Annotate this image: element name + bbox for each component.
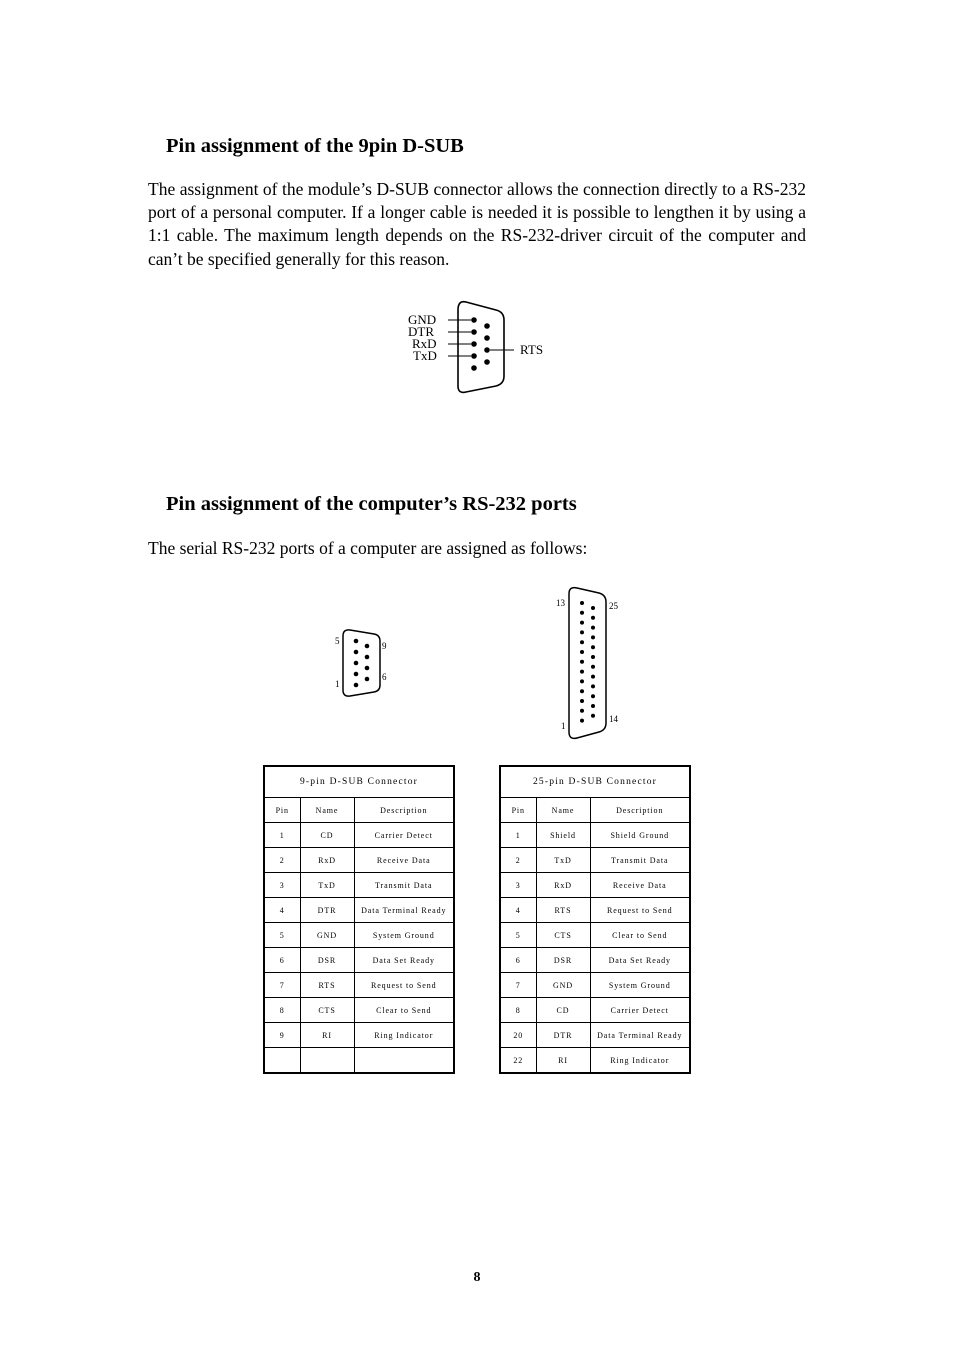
connector9-label-9: 9: [382, 641, 387, 651]
pin-dot: [591, 635, 595, 639]
column-header-pin: Pin: [500, 798, 536, 823]
cell-pin: 22: [500, 1048, 536, 1074]
pin-dot: [591, 665, 595, 669]
module-pin-label-rxd: RxD: [412, 336, 437, 351]
pin-dot: [580, 660, 584, 664]
cell-name: RxD: [300, 848, 354, 873]
pin-dot: [580, 699, 584, 703]
pin-dot: [580, 650, 584, 654]
cell-pin: 8: [500, 998, 536, 1023]
pin-dot: [591, 704, 595, 708]
cell-name: RI: [536, 1048, 590, 1074]
cell-name: DSR: [536, 948, 590, 973]
pin-dot: [591, 684, 595, 688]
cell-name: GND: [536, 973, 590, 998]
cell-description: Request to Send: [354, 973, 454, 998]
pin-dot: [580, 719, 584, 723]
cell-name: RxD: [536, 873, 590, 898]
table-row: [264, 898, 454, 923]
cell-pin: 20: [500, 1023, 536, 1048]
section-paragraph-rs232: The serial RS-232 ports of a computer are assigned as follows:: [148, 538, 588, 558]
module-dsub-pins: [471, 317, 490, 371]
pin-dot: [580, 611, 584, 615]
cell-name: DTR: [536, 1023, 590, 1048]
module-pin-label-rts: RTS: [520, 342, 544, 357]
cell-name: RTS: [300, 973, 354, 998]
module-pin-label-dtr: DTR: [408, 324, 434, 339]
table-9pin-dsub: [263, 765, 455, 1074]
table-caption: 25-pin D-SUB Connector: [500, 766, 690, 798]
cell-pin: 2: [264, 848, 300, 873]
cell-pin: 4: [264, 898, 300, 923]
cell-pin: 1: [500, 823, 536, 848]
cell-pin: 4: [500, 898, 536, 923]
cell-description: Carrier Detect: [354, 823, 454, 848]
table-row: [500, 1048, 690, 1074]
section-heading-9pin: Pin assignment of the 9pin D-SUB: [166, 135, 464, 157]
cell-pin: 7: [500, 973, 536, 998]
module-dsub-figure: [400, 298, 560, 394]
cell-description: Data Set Ready: [354, 948, 454, 973]
cell-pin: 3: [500, 873, 536, 898]
cell-name: CTS: [300, 998, 354, 1023]
pin-dot: [580, 679, 584, 683]
connector9-label-5: 5: [335, 636, 340, 646]
cell-name: DTR: [300, 898, 354, 923]
cell-description: Carrier Detect: [590, 998, 690, 1023]
pin-dot: [591, 675, 595, 679]
cell-description: Transmit Data: [590, 848, 690, 873]
pin-dot: [591, 626, 595, 630]
cell-description: Receive Data: [590, 873, 690, 898]
column-header-pin: Pin: [264, 798, 300, 823]
table-row: [264, 848, 454, 873]
pin-dot: [580, 640, 584, 644]
cell-pin: 5: [500, 923, 536, 948]
pin-dot: [580, 670, 584, 674]
cell-pin: 6: [500, 948, 536, 973]
pin-dot: [580, 630, 584, 634]
cell-description: System Ground: [354, 923, 454, 948]
cell-pin: 2: [500, 848, 536, 873]
module-dsub-shell: [458, 302, 504, 393]
column-header-name: Name: [300, 798, 354, 823]
table-row: [500, 823, 690, 848]
cell-description: Transmit Data: [354, 873, 454, 898]
pin-dot: [591, 616, 595, 620]
connector25-label-25: 25: [609, 601, 618, 611]
cell-pin: [264, 1048, 300, 1074]
cell-pin: 5: [264, 923, 300, 948]
cell-description: Data Set Ready: [590, 948, 690, 973]
table-row: [500, 973, 690, 998]
computer-25pin-connector: [550, 584, 630, 744]
pin-dot: [591, 645, 595, 649]
table-row: [500, 998, 690, 1023]
pin-dot: [580, 709, 584, 713]
table-row: [264, 823, 454, 848]
section-paragraph-9pin: The assignment of the module’s D-SUB connector allows the connection directly to a RS-232 port of a personal computer. If a longer cable is needed it is possible to lengthen it by using a 1:1 cable. The maximum length depends on the RS-232-driver circuit of the computer and can’t be specified generally for this reason.: [148, 179, 806, 269]
cell-name: RTS: [536, 898, 590, 923]
page-number: 8: [473, 1270, 481, 1285]
table-25pin-dsub: [499, 765, 691, 1074]
cell-description: Shield Ground: [590, 823, 690, 848]
cell-name: CD: [536, 998, 590, 1023]
pin-dot: [591, 714, 595, 718]
module-pin-label-gnd: GND: [408, 312, 437, 327]
cell-name: [300, 1048, 354, 1074]
table-row: [500, 873, 690, 898]
table-row: [500, 1023, 690, 1048]
cell-pin: 8: [264, 998, 300, 1023]
cell-name: GND: [300, 923, 354, 948]
column-header-name: Name: [536, 798, 590, 823]
cell-description: Request to Send: [590, 898, 690, 923]
connector9-label-6: 6: [382, 672, 387, 682]
cell-description: Clear to Send: [590, 923, 690, 948]
table-row: [500, 848, 690, 873]
cell-name: CTS: [536, 923, 590, 948]
table-row: [500, 898, 690, 923]
pin-dot: [591, 655, 595, 659]
module-pin-label-txd: TxD: [413, 348, 437, 363]
table-row: [264, 948, 454, 973]
table-row: [500, 948, 690, 973]
cell-name: Shield: [536, 823, 590, 848]
table-row: [264, 1048, 454, 1074]
connector25-label-1: 1: [561, 721, 566, 731]
cell-pin: 1: [264, 823, 300, 848]
connector25-label-14: 14: [609, 714, 618, 724]
table-row: [264, 873, 454, 898]
cell-name: CD: [300, 823, 354, 848]
cell-pin: 6: [264, 948, 300, 973]
computer-25pin-shell: [569, 588, 606, 739]
cell-name: TxD: [300, 873, 354, 898]
table-row: [264, 1023, 454, 1048]
section-heading-rs232: Pin assignment of the computer’s RS-232 ports: [166, 493, 577, 515]
table-row: [264, 923, 454, 948]
cell-description: Data Terminal Ready: [354, 898, 454, 923]
cell-description: Ring Indicator: [590, 1048, 690, 1074]
cell-pin: 7: [264, 973, 300, 998]
connector9-label-1: 1: [335, 679, 340, 689]
cell-description: Clear to Send: [354, 998, 454, 1023]
table-row: [500, 923, 690, 948]
computer-9pin-connector: [330, 624, 400, 702]
pin-dot: [591, 606, 595, 610]
computer-25pin-pins: [580, 601, 595, 723]
column-header-description: Description: [354, 798, 454, 823]
cell-name: RI: [300, 1023, 354, 1048]
connector25-label-13: 13: [556, 598, 565, 608]
table-row: [264, 998, 454, 1023]
pin-dot: [580, 689, 584, 693]
cell-description: Receive Data: [354, 848, 454, 873]
computer-9pin-pins: [354, 639, 370, 688]
cell-description: Ring Indicator: [354, 1023, 454, 1048]
cell-name: TxD: [536, 848, 590, 873]
pin-dot: [580, 621, 584, 625]
cell-pin: 9: [264, 1023, 300, 1048]
cell-description: [354, 1048, 454, 1074]
cell-pin: 3: [264, 873, 300, 898]
column-header-description: Description: [590, 798, 690, 823]
cell-description: Data Terminal Ready: [590, 1023, 690, 1048]
pin-dot: [580, 601, 584, 605]
table-caption: 9-pin D-SUB Connector: [264, 766, 454, 798]
table-row: [264, 973, 454, 998]
computer-9pin-shell: [343, 630, 380, 696]
cell-name: DSR: [300, 948, 354, 973]
cell-description: System Ground: [590, 973, 690, 998]
pin-dot: [591, 694, 595, 698]
